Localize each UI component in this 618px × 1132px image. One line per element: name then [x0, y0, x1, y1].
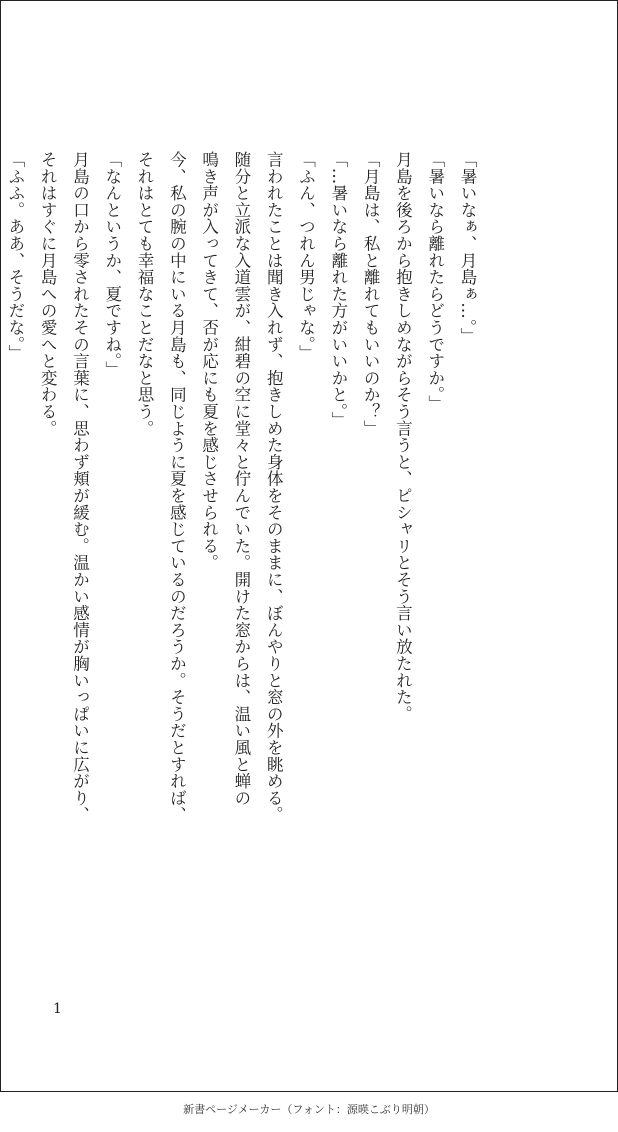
text-line: 「…暑いなら離れた方がいいかと。」 [328, 151, 348, 429]
text-line: 「なんというか、夏ですね。」 [102, 151, 122, 378]
text-line: 「暑いなら離れたらどうですか。」 [425, 151, 445, 412]
text-line: それはとても幸福なことだなと思う。 [135, 151, 155, 437]
text-line: 「暑いなぁ、月島ぁ…。」 [458, 151, 477, 345]
text-line: 月島を後ろから抱きしめながらそう言うと、ピシャリとそう言い放たれた。 [393, 151, 413, 723]
text-line: それはすぐに月島への愛へと変わる。 [38, 151, 58, 437]
text-line: 「ふふ。ああ、そうだな。」 [5, 151, 25, 362]
text-line: 「月島は、私と離れてもいいのか？」 [361, 151, 381, 437]
text-line: 言われたことは聞き入れず、抱きしめた身体をそのままに、ぼんやりと窓の外を眺める。 [264, 151, 284, 823]
text-line: 随分と立派な入道雲が、紺碧の空に堂々と佇んでいた。開けた窓からは、温い風と蝉の [231, 151, 251, 807]
vertical-text-body [0, 151, 483, 971]
text-line: 鳴き声が入ってきて、否が応にも夏を感じさせられる。 [199, 151, 219, 571]
page-number: 1 [53, 1001, 62, 1017]
footer-credit: 新書ページメーカー（フォント：源暎こぶり明朝） [183, 1103, 435, 1116]
text-line: 今、私の腕の中にいる月島も、同じように夏を感じているのだろうか。そうだとすれば、 [167, 151, 187, 823]
text-line: 「ふん、つれん男じゃな。」 [296, 151, 316, 362]
text-line: 月島の口から零されたその言葉に、思わず頬が緩む。温かい感情が胸いっぱいに広がり、 [70, 151, 90, 823]
